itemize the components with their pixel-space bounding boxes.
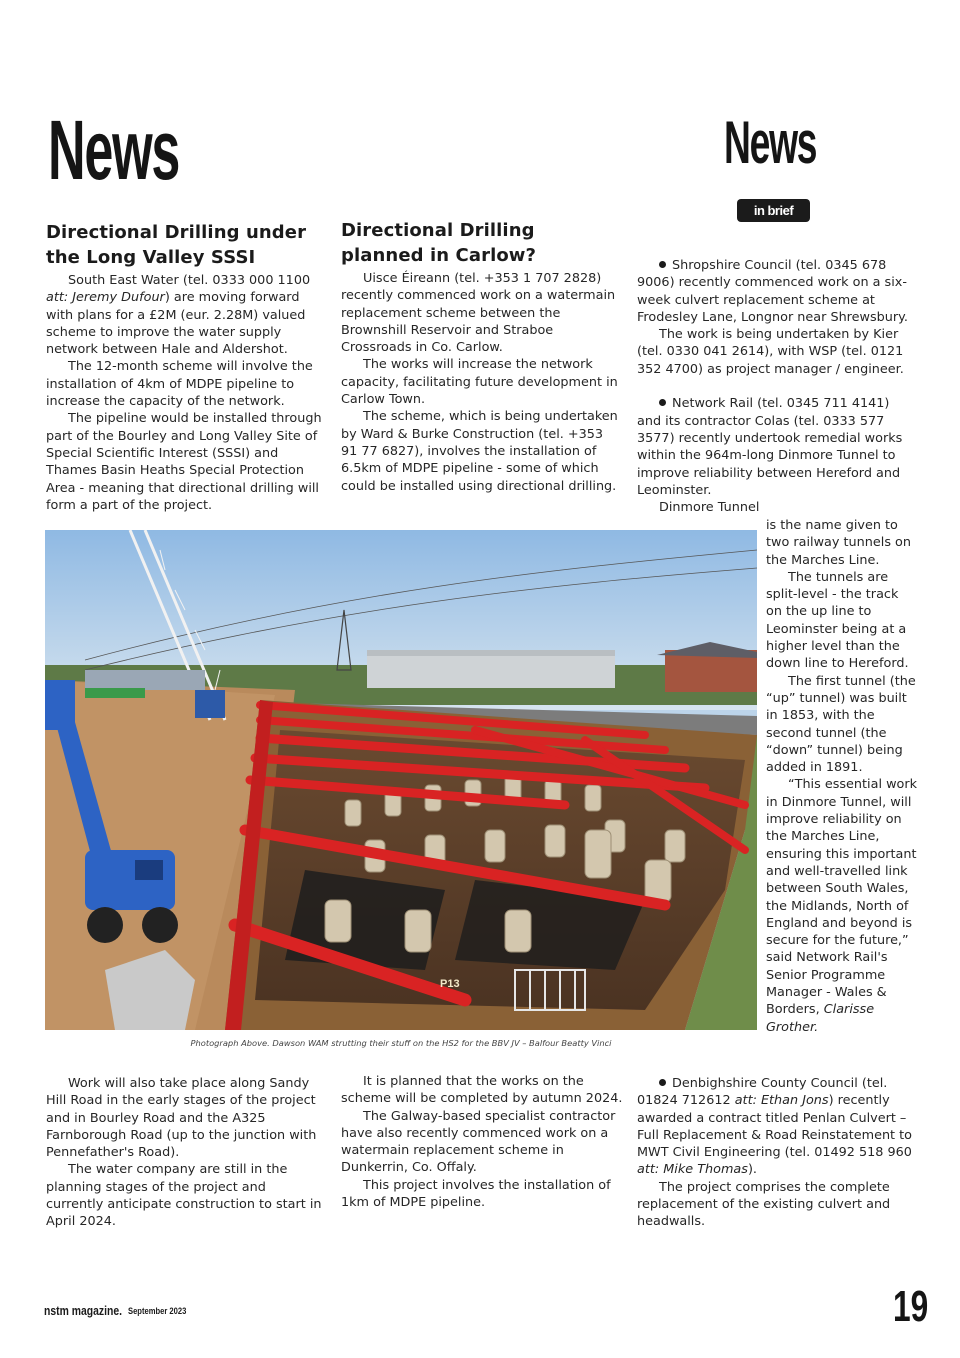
page-number: 19 — [893, 1282, 929, 1331]
brief-items — [637, 257, 915, 516]
brief-paragraph: Dinmore Tunnel — [659, 500, 760, 516]
bullet-icon — [659, 261, 666, 268]
brief-dinmore-continued — [766, 517, 918, 1036]
masthead-title: News — [48, 103, 180, 197]
in-brief-badge: in brief — [737, 199, 810, 222]
strut-label: P13 — [440, 978, 460, 990]
paragraph: Uisce Éireann (tel. +353 1 707 2828) recently commenced work on a watermain replacement scheme between the Brownshill Reservoir and Straboe Crossroads in Co. Carlow. — [341, 271, 616, 356]
paragraph: The pipeline would be installed through part of the Bourley and Long Valley Site of Special Scientific Interest (SSSI) and Thames Basin Heaths Special Protection Area - meaning that directional drilling will form a part of the project. — [46, 411, 322, 513]
brief-paragraph: The first tunnel (the “up” tunnel) was built in 1853, with the second tunnel (the “down” tunnel) being added in 1891. — [766, 673, 916, 776]
article-long-valley — [46, 220, 326, 514]
paragraph: The works will increase the network capacity, facilitating future development in Carlow Town. — [341, 357, 618, 408]
paragraph: It is planned that the works on the scheme will be completed by autumn 2024. — [341, 1074, 623, 1107]
paragraph: The 12-month scheme will involve the installation of 4km of MDPE pipeline to increase the capacity of the network. — [46, 359, 313, 410]
paragraph: The water company are still in the planning stages of the project and currently anticipate construction to start in April 2024. — [46, 1162, 322, 1230]
paragraph: The scheme, which is being undertaken by Ward & Burke Construction (tel. +353 91 77 6827), involves the installation of 6.5km of MDPE pipeline - some of which could be installed using directional drilling. — [341, 409, 618, 494]
issue-date: September 2023 — [128, 1306, 187, 1317]
brief-paragraph: Denbighshire County Council (tel. 01824 712612 att: Ethan Jons) recently awarded a contract titled Penlan Culvert – Full Replacement & Road Reinstatement to MWT Civil Engineering (tel. 01492 518 960 att: Mike Thomas). — [637, 1076, 912, 1178]
article-long-valley-continued — [46, 1075, 326, 1231]
paragraph: Work will also take place along Sandy Hill Road in the early stages of the project and in Bourley Road and the A325 Farnborough Road (up to the junction with Pennefather's Road). — [46, 1076, 317, 1161]
section-title: News — [724, 109, 817, 176]
magazine-brand: nstm magazine. — [44, 1303, 123, 1318]
brief-paragraph: Shropshire Council (tel. 0345 678 9006) recently commenced work on a six-week culvert replacement scheme at Frodesley Lane, Longnor near Shrewsbury. — [637, 258, 908, 325]
photo-caption: Photograph Above. Dawson WAM strutting their stuff on the HS2 for the BBV JV – Balfour Beatty Vinci — [190, 1038, 612, 1048]
article-title: Directional Drilling planned in Carlow? — [341, 220, 537, 266]
bullet-icon — [659, 399, 666, 406]
paragraph: The Galway-based specialist contractor have also recently commenced work on a watermain replacement scheme in Dunkerrin, Co. Offaly. — [341, 1108, 616, 1176]
construction-photo — [45, 530, 757, 1030]
brief-denbighshire — [637, 1075, 915, 1231]
article-title: Directional Drilling under the Long Valley SSSI — [46, 222, 307, 268]
brief-paragraph: The work is being undertaken by Kier (tel. 0330 041 2614), with WSP (tel. 0121 352 4700) as project manager / engineer. — [637, 327, 904, 377]
bullet-icon — [659, 1079, 666, 1086]
brief-paragraph: is the name given to two railway tunnels on the Marches Line. — [766, 518, 911, 568]
article-carlow — [341, 218, 623, 495]
brief-paragraph: The project comprises the complete replacement of the existing culvert and headwalls. — [637, 1179, 891, 1230]
article-carlow-continued — [341, 1073, 623, 1211]
quote-paragraph: “This essential work in Dinmore Tunnel, will improve reliability on the Marches Line, ensuring this important and well-travelled link between South Wales, the Midlands, North of England and beyond is secure for the future,” said Network Rail's Senior Programme Manager - Wales & Borders, Clarisse Grother. — [766, 777, 918, 1035]
brief-paragraph: The tunnels are split-level - the track on the up line to Leominster being at a higher level than the down line to Hereford. — [766, 569, 909, 672]
paragraph: This project involves the installation of 1km of MDPE pipeline. — [341, 1177, 611, 1211]
brief-paragraph: Network Rail (tel. 0345 711 4141) and its contractor Colas (tel. 0333 577 3577) recently undertook remedial works within the 964m-long Dinmore Tunnel to improve reliability between Hereford and Leominster. — [637, 396, 903, 498]
paragraph: South East Water (tel. 0333 000 1100 att: Jeremy Dufour) are moving forward with plans for a £2M (eur. 2.28M) valued scheme to improve the water supply network between Hale and Aldershot. — [46, 273, 311, 358]
